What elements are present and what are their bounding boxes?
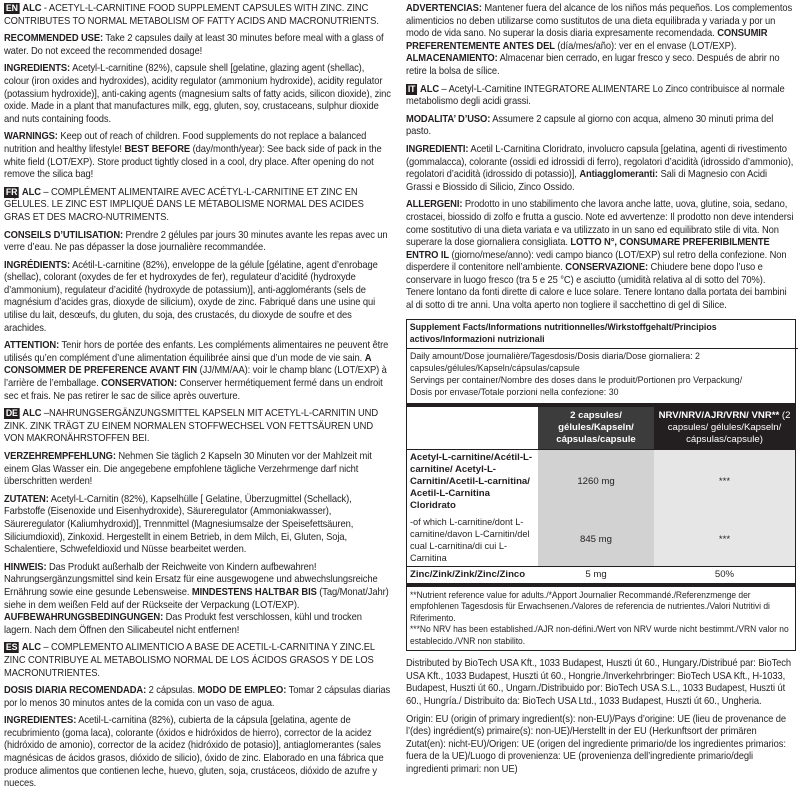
fr-best-before-label: A CONSOMMER DE PREFERENCE AVANT FIN — [4, 352, 372, 377]
es-header — [4, 642, 391, 680]
de-hinweis-label: HINWEIS: — [4, 561, 47, 573]
es-ingredients-label: INGREDIENTES: — [4, 715, 77, 727]
es-product-name: ALC — [21, 642, 41, 654]
es-ingredients-text: Acetil-L-carnitina (82%), cubierta de la cápsula [gelatina, agente de recubrimiento (goma laca), colorante (óxidos e hidróxidos de hierro), corrector de la acidez (hidróxido de amonio), corrector de la acidez (hidróxido de potasio)], antiaglomerantes (sales magnésicas de ácidos grasos, dióxido de silicio), óxido de zinc. Elaborado en una fábrica que produce alimentos que contienen leche, huevo, gluten, soja, crustáceos, dióxido de azufre y nueces. — [4, 715, 384, 790]
es-dosage — [4, 685, 391, 710]
de-use-text: Nehmen Sie täglich 2 Kapseln 30 Minuten vor der Mahlzeit mit einem Glas Wasser ein. Die angegebene empfohlene tägliche Verzehrmenge darf nicht überschritten werden! — [4, 451, 372, 488]
en-header — [4, 3, 391, 28]
de-ingredients — [4, 494, 391, 557]
es-ingredients — [4, 715, 391, 791]
es-warnings-label: ADVERTENCIAS: — [406, 3, 482, 14]
facts-row-amount: 5 mg — [538, 566, 654, 583]
en-best-before-label: BEST BEFORE — [124, 143, 191, 155]
fr-use-text: Prendre 2 gélules par jours 30 minutes avante les repas avec un verre d’eau. Ne pas dépasser la dose journalière recommandée. — [4, 229, 388, 254]
fr-attention — [4, 340, 391, 403]
it-ingredients-text: Acetil L-Carnitina Cloridrato, involucro capsula [gelatina, agenti di rivestimento (gommalacca), colorante (ossidi ed idrossidi di ferro), regolatori d’acidità (idrossido d’ammonio), regolatori d’acidità (idrossido di potassio)], — [406, 143, 794, 181]
it-allergens — [406, 199, 793, 312]
facts-servings: Servings per container/Nombre des doses dans le produit/Portionen pro Verpackung/ — [410, 374, 743, 386]
origin-info: Origin: EU (origin of primary ingredient(s): non-EU)/Pays d’origine: UE (lieu de provenance de l’(des) ingrédient(s) primaire(s): non-UE)/Herstellt in der EU (Herkunftsort der primären Zutat(en): nicht-EU)/Origen: UE (origen del ingrediente primario/de los ingredientes primarios: fuera de la UE)/Luogo di provenienza: UE (provenienza dell’ingrediente primario/degli ingredienti primari: non UE) — [406, 713, 786, 775]
en-warnings-text: Keep out of reach of children. Food supplements do not replace a balanced nutrition and healthy lifestyle! — [4, 131, 367, 155]
fr-use-label: CONSEILS D’UTILISATION: — [4, 229, 124, 241]
en-use-label: RECOMMENDED USE: — [4, 33, 104, 45]
facts-row — [407, 514, 795, 567]
es-storage-label: ALMACENAMIENTO: — [406, 53, 498, 65]
fr-storage-label: CONSERVATION: — [101, 378, 177, 390]
en-best-before-text: (day/month/year): See back side of pack in the white field (LOT/EXP). Store product tightly closed in a cool, dry place. After opening do not remove the silica bag! — [4, 143, 382, 181]
facts-row — [407, 566, 795, 583]
fr-header — [4, 187, 391, 225]
en-product-name: ALC — [22, 3, 42, 14]
es-use-text: Tomar 2 cápsulas diarias por lo menos 30 minutos antes de la comida con un vaso de agua. — [4, 685, 391, 709]
fr-attention-text: Tenir hors de portée des enfants. Les compléments alimentaires ne peuvent être utilisés qu’en complément d’une alimentation équilibrée ainsi que d’un mode de vie sain. — [4, 340, 389, 364]
fr-product-name: ALC — [21, 186, 41, 198]
es-header-text: – COMPLEMENTO ALIMENTICIO A BASE DE ACETIL-L-CARNITINA Y ZINC.EL ZINC CONTRIBUYE AL METABOLISMO NORMAL DE LOS ÁCIDOS GRASOS Y DE LOS MACRONUTRIENTES. — [4, 642, 375, 679]
en-language-tag: EN — [5, 3, 18, 14]
es-dosage-text: 2 cápsulas. — [146, 685, 198, 697]
fr-storage-text: Conserver hermétiquement fermé dans un endroit sec et frais. Ne pas retirer le sac de silice après ouverture. — [4, 378, 383, 402]
fr-ingredients-text: Acétil-L-carnitine (82%), enveloppe de la gélule [gélatine, agent d’enrobage (shellac), colorant (oxydes de fer et hydroxydes de fer), regulateur d’acidité (hydroxyde d’ammonium), regulateur d’acidité (hydroxyde de potassium)], anti-agglomérants (sels de magnésium d’acides gras, dioxyde de silicium), oxyde de zinc. Fabriqué dans une usine qui utilise du lait, desœufs, du gluten, du soja, des crustacés, du dioxyde de soufre et des arachides. — [4, 259, 378, 334]
it-best-before-label: LOTTO N°, CONSUMARE PREFERIBILMENTE ENTRO IL — [406, 237, 770, 261]
de-use-label: VERZEHREMPFEHLUNG: — [4, 451, 116, 462]
it-anticaking-label: Antiagglomeranti: — [579, 169, 658, 181]
de-hinweis — [4, 562, 391, 638]
it-allergens-text: Prodotto in uno stabilimento che lavora anche latte, uova, glutine, soia, sedano, crostacei, biossido di zolfo e frutta a guscio. Note ed avvertenze: Il prodotto non deve intendersi come sostitutivo di una dieta variata e va utilizzato in un sano ed equilibrato stile di vita. Non superare la dose giornaliera consigliata. — [406, 199, 794, 249]
de-hinweis-text: Das Produkt außerhalb der Reichweite von Kindern aufbewahren! Nahrungsergänzungsmittel sind kein Ersatz für eine ausgewogene und abwechslungsreiche Ernährung sowie eine gesunde Lebensweise. — [4, 561, 378, 598]
it-use — [406, 114, 793, 139]
es-dosage-label: DOSIS DIARIA RECOMENDADA: — [4, 685, 147, 697]
it-use-label: MODALITA’ D’USO: — [406, 113, 491, 125]
fr-attention-label: ATTENTION: — [4, 340, 60, 352]
fr-header-text: – COMPLÉMENT ALIMENTAIRE AVEC ACÉTYL-L-CARNITINE ET ZINC EN GÉLULES. LE ZINC EST IMPLIQUÉ DANS LE MÉTABOLISME NORMAL DES ACIDES GRAS ET DES MACRO-NUTRIMENTS. — [4, 186, 364, 223]
distributor-info: Distributed by BioTech USA Kft., 1033 Budapest, Huszti út 60., Hungary./Distribué par: BioTech USA Kft., 1033 Budapest, Huszti út 60., Hongrie./Inverkehrbringer: BioTech USA Kft., H-1033, Budapest, Huszti út 60., Ungarn./Distribuido por: BioTech USA S.L., 1033 Budapest, Huszti út 60., Hungría./ Distribuito da: BioTech USA Ltd., 1033 Budapest, Huszti út 60., Ungheria. — [406, 658, 792, 707]
facts-header-amount: 2 capsules/ gélules/Kapseln/ cápsulas/capsule — [538, 407, 654, 450]
it-allergens-label: ALLERGENI: — [406, 199, 463, 211]
de-use — [4, 451, 391, 489]
it-header — [406, 84, 793, 109]
facts-serving-info — [407, 349, 795, 407]
de-header — [4, 408, 391, 446]
it-storage-text: Chiudere bene dopo l’uso e conservare in luogo fresco (tra 5 e 25 °C) e asciutto (umidità relativa al di sotto del 70%). Tenere lontano da fonti dirette di calore e luce solare. Tenere lontano dalla portata dei bambini al di sotto di tre anni. Una volta aperto non togliere il sacchettino di gel di Silice. — [406, 262, 787, 312]
it-use-text: Assumere 2 capsule al giorno con acqua, almeno 30 minuti prima del pasto. — [406, 113, 774, 138]
facts-row — [407, 449, 795, 514]
es-warnings-text: Mantener fuera del alcance de los niños más pequeños. Los complementos alimenticios no deben utilizarse como sustitutos de una dieta equilibrada y variada y por un modo de vida sano. No superar la dosis diaria expresamente recomendada. — [406, 3, 793, 40]
facts-header-nrv — [654, 407, 795, 450]
en-ingredients — [4, 63, 391, 126]
facts-header-nrv-label: NRV/NRV/AJR/VRN/ VNR** — [658, 409, 780, 421]
en-header-text: - ACETYL-L-CARNITINE FOOD SUPPLEMENT CAPSULES WITH ZINC. ZINC CONTRIBUTES TO NORMAL METABOLISM OF FATTY ACIDS AND MACRONUTRIENTS. — [4, 3, 379, 27]
fr-language-tag: FR — [5, 186, 18, 198]
es-language-tag: ES — [5, 642, 18, 654]
fr-ingredients — [4, 260, 391, 336]
es-warnings — [406, 3, 793, 79]
facts-row-name: Acetyl-L-carnitine/Acétil-L-carnitine/ Acetyl-L-Carnitin/Acetil-L-carnitina/ Acetil-L-Carnitina Cloridrato — [407, 449, 538, 514]
facts-row-name: Zinc/Zink/Zink/Zinc/Zinco — [407, 566, 538, 583]
de-storage-text: Das Produkt fest verschlossen, kühl und trocken lagern. Nach dem Öffnen den Silicabeutel nicht entfernen! — [4, 612, 362, 636]
facts-header-blank — [407, 407, 538, 450]
facts-row-nrv: *** — [654, 449, 795, 514]
de-ingredients-label: ZUTATEN: — [4, 493, 49, 505]
es-use-label: MODO DE EMPLEO: — [197, 685, 287, 697]
facts-row-name: -of which L-carnitine/dont L-carnitine/davon L-Carnitin/del cual L-carnitina/di cui L-Carnitina — [410, 516, 530, 563]
it-ingredients — [406, 144, 793, 194]
it-header-text: – Acetyl-L-Carnitine INTEGRATORE ALIMENTARE Lo Zinco contribuisce al normale metabolismo degli acidi grassi. — [406, 83, 785, 108]
de-language-tag: DE — [5, 408, 18, 420]
de-best-before-text: (Tag/Monat/Jahr) siehe in dem weißen Feld auf der Rückseite der Verpackung (LOT/EXP). — [4, 586, 389, 611]
facts-row-nrv: 50% — [654, 566, 795, 583]
en-warnings — [4, 131, 391, 181]
es-storage-text: Almacenar bien cerrado, en lugar fresco y seco. Después de abrir no retire la bolsa de sílice. — [406, 53, 780, 77]
it-storage-label: CONSERVAZIONE: — [565, 262, 649, 274]
de-storage-label: AUFBEWAHRUNGSBEDINGUNGEN: — [4, 612, 164, 624]
facts-dosis: Dosis por envase/Totale porzioni nella confezione: 30 — [410, 386, 619, 398]
de-ingredients-text: Acetyl-L-Carnitin (82%), Kapselhülle [ Gelatine, Überzugmittel (Schellack), Farbstoffe (Eisenoxide und Eisenhydroxide), Säureregulator (Ammoniakwasser), Säureregulator (Kaliumhydroxid)], Trennmittel (Magnesiumsalze der Speisefettsäuren, Siliciumdioxid), Zinkoxid. Hergestellt in einem Betrieb, in dem Milch, Ei, Gluten, Soja, Schalentiere, Schwefeldioxid und Nüsse bearbeitet werden. — [4, 493, 354, 556]
de-header-text: –NAHRUNGSERGÄNZUNGSMITTEL KAPSELN MIT ACETYL-L-CARNITIN UND ZINK. ZINK TRÄGT ZU EINEM NORMALEN STOFFWECHSEL VON FETTSÄUREN UND VON MAKRONÄHRSTOFFEN BEI. — [4, 408, 379, 445]
es-best-before-label: CONSUMIR PREFERENTEMENTE ANTES DEL — [406, 28, 768, 52]
it-language-tag: IT — [407, 83, 416, 95]
it-ingredients-label: INGREDIENTI: — [406, 143, 469, 155]
facts-header-row — [407, 407, 795, 450]
fr-best-before-text: (JJ/MM/AA): voir le champ blanc (LOT/EXP) à l’arrière de l’emballage. — [4, 365, 387, 390]
it-product-name: ALC — [420, 83, 440, 95]
fr-ingredients-label: INGRÉDIENTS: — [4, 259, 71, 271]
supplement-facts-table — [406, 319, 796, 652]
en-ingredients-text: Acetyl-L-carnitine (82%), capsule shell [gelatine, glazing agent (shellac), colour (iron oxides and hydroxides), acidity regulator (ammonium hydroxide), acidity regulator (potassium hydroxide)], anti-caking agents (magnesium salts of fatty acids, silicon dioxide), zinc oxide. Made in a plant that manufactures milk, egg, gluten, soy, crustaceans, sulphur dioxide and nuts containing foods. — [4, 63, 391, 125]
de-best-before-label: MINDESTENS HALTBAR BIS — [191, 586, 317, 598]
facts-daily-amount: Daily amount/Dose journalière/Tagesdosis/Dosis diaria/Dose giornaliera: 2 capsules/gélules/Kapseln/cápsulas/capsule — [410, 350, 700, 374]
facts-header-nrv-sub: (2 capsules/ gélules/Kapseln/ cápsulas/capsule) — [667, 409, 791, 445]
it-anticaking-text: Sali di Magnesio con Acidi Grassi e Biossido di Silicio, Zinco Ossido. — [406, 169, 767, 193]
en-use-text: Take 2 capsules daily at least 30 minutes before meal with a glass of water. Do not exceed the recommended dosage! — [4, 33, 384, 57]
en-use — [4, 33, 391, 58]
facts-row-amount: 1260 mg — [538, 449, 654, 514]
left-column — [4, 3, 394, 796]
facts-row-amount: 845 mg — [538, 514, 654, 567]
facts-title: Supplement Facts/Informations nutritionnelles/Wirkstoffgehalt/Principios activos/Informazioni nutrizionali — [407, 320, 798, 349]
es-best-before-text: (día/mes/año): ver en el envase (LOT/EXP). — [554, 40, 737, 52]
facts-grid — [407, 407, 795, 583]
it-best-before-text: (giorno/mese/anno): vedi campo bianco (LOT/EXP) sul retro della confezione. Non disperdere il contenitore nell’ambiente. — [406, 249, 787, 274]
right-column — [406, 3, 796, 782]
facts-footnote-1: **Nutrient reference value for adults./*Apport Journalier Recommandé./Referenzmenge der empfohlenen Tagesdosis für Erwachsenen./Valores de referencia de nutrientes./Valori Nutritivi di Riferimento. — [410, 589, 770, 623]
en-warnings-label: WARNINGS: — [4, 131, 58, 143]
de-product-name: ALC — [22, 408, 42, 420]
fr-use — [4, 230, 391, 255]
en-ingredients-label: INGREDIENTS: — [4, 63, 71, 75]
facts-footnote-2: ***No NRV has been established./AJR non-défini./Wert von NRV wurde nicht bestimmt./VRN valor no establecido./VNR non stabilito. — [410, 624, 789, 646]
facts-row-nrv: *** — [654, 514, 795, 567]
facts-footnotes — [407, 583, 795, 651]
